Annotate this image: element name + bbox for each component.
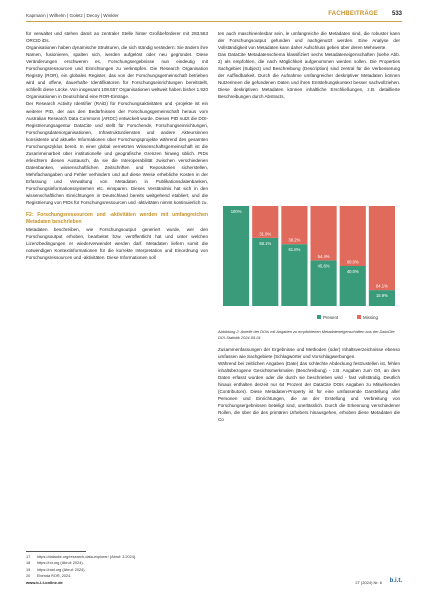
data-label-present: 61.8% [288, 247, 301, 253]
chart-svg [219, 202, 399, 327]
running-authors: Kapmann | Wilhelm | Goletz | Decoy | Winkler [26, 13, 119, 18]
paragraph: für verwaltet und stehen damit an zentraler Stelle hinter Großbeförderer mit 283.563 ORCID iDs. [26, 31, 208, 44]
page-header [26, 11, 402, 23]
footnotes [26, 554, 208, 580]
footnote-link[interactable]: https://datacite.org/research-data-explorer/ (Abruf: 3.2024). [37, 555, 137, 559]
bar-missing [311, 206, 337, 260]
footnote: 17 https://datacite.org/research-data-explorer/ (Abruf: 3.2024). [26, 555, 137, 559]
paragraph: Metadaten beschreiben, wie Forschungsoutput generiert wurde, wer den Forschungsoutput erhoben, bearbeitet bzw. veröffentlicht hat und unter welchen Lizenzbedingungen er wiederverwendet werden darf. Metadaten liefern somit die notwendigen Kontextinformationen für die korrekte Interpretation und Einordnung von Forschungsressourcen und -aktivitäten. Diese Informationen soll [26, 227, 208, 261]
data-label-missing: 60.0% [346, 259, 359, 265]
bar-missing [340, 206, 366, 266]
journal-url[interactable]: www.b-i-t-online.de [26, 580, 63, 585]
header-rule [26, 21, 402, 22]
data-label-missing: 31.9% [259, 231, 272, 237]
figure-caption: Abbildung 2: Anteile der DOIs mit Angaben zu empfohlenen Metadateneigenschaften aus der DataCite DOI-Statistik 2024-05-01 [218, 329, 395, 340]
data-label-present: 40.0% [346, 269, 359, 274]
footnote: 20 Ebenda ROR, 2024. [26, 574, 72, 579]
legend-label-missing: Missing [363, 314, 378, 320]
paragraph: Der Research Activity Identifier (RAiD) für Forschungsaktivitäten und -projekte ist ein weiterer PID, der aus den Bedürfnissen der Forschungsgemeinschaft heraus vom Australian Research Data Commons (ARDC) entwickelt wurde. Dieses PID nutzt die DOI-Registrierungsagentur DataCite und stellt für Forschende, Forschungseinrichtungen, Forschungsdatenorganisationen, Infrastrukturdiensten und andere Akteursinnen konsistente und aktuelle Informationen über Forschungsprojekte während des gesamten Forschungszyklus bereit. In einer global vernetzten Wissenschaftsgemeinschaft ist die Zusammenarbeit über institutionelle und geografische Grenzen hinweg üblich. PIDs erleichtern diesen Austausch, da sie die Interoperabilität zwischen verschiedenen Datenbanken, wissenschaftlichen Zeitschriften und Repositorien sicherstellen, Mehrfachangaben und Fehler verhindern und auf diese Weise erhebliche Kosten in der Erfassung und Verwaltung von Metadaten in Publikationsdatenbanken, Forschungsinformationssystemen etc. einsparen. Dieses Verständnis hat sich in den wissenschaftlichen Einrichtungen in Deutschland bereits weitgehend etabliert, und die Registrierung von PIDs für Forschungsressourcen und -aktivitäten nimmt kontinuierlich zu. [26, 101, 208, 206]
legend-swatch-present [317, 315, 321, 319]
bar-present [281, 244, 307, 306]
legend-swatch-missing [357, 315, 361, 319]
paragraph: Während bei zeitlichen Angaben (Date) das schlechte Abdeckung festzustellen ist, fehlen inhaltsbezogene Gesichtsmerkmalen (Beschreibung) - z.B. Angaben zum Ort, an dem Daten erfasst wurden oder die durch sie beschrieben wird - fast vollständig. Deutlich hinaus enthalten derzeit nur 64 Prozent der DataCite DOIs Angaben zu Mitwirkenden (Contributors). Diese Metadaten-Property ist für eine umfassende Darstellung aller Personen und Einrichtungen, die an der Erstellung und Verbreitung von Forschungsergebnissen beteiligt sind, unerlässlich. Durch die Erkennung verschiedener Rollen, die über die des primären Urhebers hinausgehen, erhoben diese Metadaten die Co [218, 361, 400, 423]
data-label-present: 15.9% [375, 293, 388, 299]
right-column [218, 30, 400, 100]
bar-present [252, 238, 278, 306]
right-column-continued [218, 346, 400, 424]
page-footer [26, 578, 402, 588]
paragraph: ten auch maschinenlesbar sein, le umfangreiche die Metadaten sind, die robuster kann der Forschungsoutput gefunden und nachgenutzt werden. Eine Analyse der Vollständigkeit von Metadaten kann daher Aufschluss geben über deren Mehrwerte. [218, 31, 400, 51]
paragraph: Das DataCite Metadatenschema klassifiziert sechs Metadateneigenschaften (siehe Abb. 2) als empfohlen, die nach Möglichkeit aufgenommen werden sollen. Die Properties Sachgebiet (Subject) und Beschreibung (Description) sind zentral für die Verbesserung der Auffindbarkeit. Durch die Aufnahme umfangreicher deskriptiver Metadaten können Nutzerinnen die gefundenen Daten und ihren Entstehungskontext besser nachvollziehen. Diese deskriptiven Metadaten können inhaltliche Erschließungen, z.B. detaillierte Beschreibungen durch Abstracts, [218, 52, 400, 100]
data-label-missing: 54.4% [317, 253, 330, 259]
footnote: 18 https://ror.org (Abruf: 2024). [26, 561, 84, 566]
page-number: 533 [391, 11, 402, 17]
paragraph: Zusammenfassungen der Ergebnisse und Methoden (oder) Inhaltsverzeichnisse ebenso umfassen wie Sachgebiete (Schlagwörter und Vorschlagwerbungen. [218, 347, 400, 360]
paragraph: Organisationen haben dynamische Strukturen, die sich ständig verändern: Sie ändern ihre Namen, fusionieren, spalten sich, werden aufgelöst oder neu gegründet. Diese Veränderungen erschweren es, Forschungsergebnisse nun eindeutig mit Forschungsressourcen und Einrichtungen zu verknüpfen. Die Research Organisation Registry (ROR), ein globales Register, das von der Forschungsgemeinschaft betrieben wird und offene, dauerhafte Identifikatoren für Forschungseinrichtungen bereitstellt, schließt diese Lücke. Von insgesamt 108.557 Organisationen weltweit haben bisher 1.920 Organisationen in Deutschland eine ROR-Eintrage. [26, 45, 208, 100]
journal-logo: b.i.t. [389, 578, 402, 584]
legend-label-present: Present [323, 314, 339, 320]
bar-missing [369, 206, 395, 290]
footnote-rule [26, 551, 86, 552]
data-label-present: 100% [230, 209, 242, 214]
data-label-missing: 84.1% [375, 283, 388, 289]
data-label-present: 45.6% [317, 263, 330, 269]
section-title: FACHBEITRÄGE [328, 11, 378, 17]
section-subheading: F2: Forschungsressourcen und -aktivitäten werden mit umfangreichen Metadaten beschrieben [26, 212, 208, 226]
footnote-link[interactable]: https://ror.org (Abruf: 2024). [37, 561, 84, 566]
left-column [26, 30, 208, 261]
footnote-link[interactable]: https://raid.org (Abruf: 2024). [37, 567, 86, 572]
footnote-text: Ebenda ROR, 2024. [37, 574, 72, 579]
footnote: 19 https://raid.org (Abruf: 2024). [26, 567, 86, 572]
data-label-missing: 38.2% [288, 237, 301, 243]
bar-present [223, 206, 249, 306]
data-label-present: 68.1% [259, 240, 272, 246]
issue-info: 27 (2024) Nr. 6 [355, 580, 382, 585]
metadata-completeness-chart [219, 202, 399, 327]
